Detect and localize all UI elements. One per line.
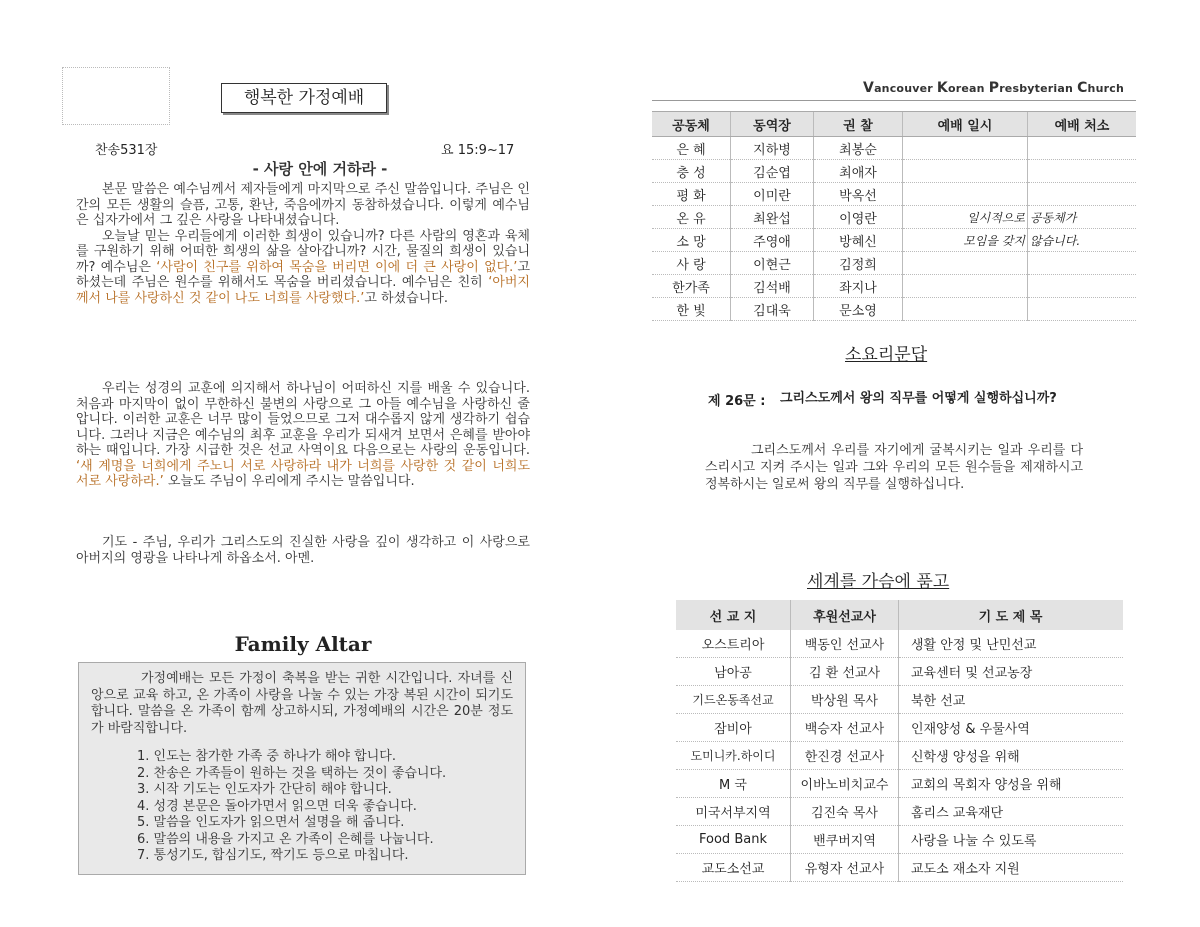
- table-row: 은 혜 지하병 최봉순: [652, 137, 1136, 160]
- family-altar-title: Family Altar: [234, 632, 372, 656]
- table-row: Food Bank 밴쿠버지역 사랑을 나눌 수 있도록: [676, 826, 1123, 854]
- column-header: 예배 처소: [1028, 112, 1137, 137]
- list-item: 4. 성경 본문은 돌아가면서 읽으면 더욱 좋습니다.: [137, 798, 417, 814]
- table-row: 남아공 김 환 선교사 교육센터 및 선교농장: [676, 658, 1123, 686]
- list-item: 1. 인도는 참가한 가족 중 하나가 해야 합니다.: [137, 749, 396, 764]
- column-header: 예배 일시: [903, 112, 1028, 137]
- page-title: 행복한 가정예배: [221, 83, 387, 113]
- list-item: 5. 말씀을 인도자가 읽으면서 설명을 해 줍니다.: [137, 815, 405, 830]
- table-row: 평 화 이미란 박옥선: [652, 183, 1136, 206]
- table-row: 잠비아 백승자 선교사 인재양성 & 우물사역: [676, 714, 1123, 742]
- table-header-row: [676, 600, 1123, 630]
- list-item: 7. 통성기도, 합심기도, 짝기도 등으로 마칩니다.: [137, 848, 409, 863]
- family-altar-intro: 가정예배는 모든 가정이 축복을 받는 귀한 시간입니다. 자녀를 신앙으로 교육 하고, 온 가족이 사랑을 나눌 수 있는 가장 복된 시간이 되기도 합니다. 말씀을 온 가족이 함께 상고하시되, 가정예배의 시간은 20분 정도가 바람직합니다.: [91, 671, 513, 736]
- table-row: 사 랑 이현근 김정희: [652, 252, 1136, 275]
- table-row: 교도소선교 유형자 선교사 교도소 재소자 지원: [676, 854, 1123, 882]
- table-row: 충 성 김순엽 최애자: [652, 160, 1136, 183]
- sermon-paragraph-1: [76, 182, 530, 306]
- column-header: 동역장: [731, 112, 814, 137]
- sermon-p1a: 본문 말씀은 예수님께서 제자들에게 마지막으로 주신 말씀입니다. 주님은 인간의 모든 생활의 슬픔, 고통, 환난, 죽음에까지 동참하셨습니다. 이렇게 예수님은 십자가에서 그 깊은 사랑을 나타내셨습니다.: [76, 182, 530, 228]
- table-row: 미국서부지역 김진숙 목사 홈리스 교육재단: [676, 798, 1123, 826]
- column-header: 기 도 제 목: [899, 600, 1124, 630]
- list-item: 6. 말씀의 내용을 가지고 온 가족이 은혜를 나눕니다.: [137, 831, 434, 847]
- prayer-paragraph: 기도 - 주님, 우리가 그리스도의 진실한 사랑을 깊이 생각하고 이 사랑으로 아버지의 영광을 나타나게 하옵소서. 아멘.: [76, 535, 530, 566]
- scripture-reference: 요 15:9~17: [441, 143, 515, 158]
- mission-table: [676, 600, 1123, 882]
- table-row: 기드온동족선교 박상원 목사 북한 선교: [676, 686, 1123, 714]
- church-name: Vancouver Korean Presbyterian Church: [863, 80, 1124, 96]
- table-row: M 국 이바노비치교수 교회의 목회자 양성을 위해: [676, 770, 1123, 798]
- table-row: 한 빛 김대욱 문소영: [652, 298, 1136, 321]
- table-row: 도미니카.하이디 한진경 선교사 신학생 양성을 위해: [676, 742, 1123, 770]
- answer-text: 그리스도께서 우리를 자기에게 굴복시키는 일과 우리를 다스리시고 지켜 주시는 일과 그와 우리의 모든 원수들을 제재하시고 정복하시는 일로써 왕의 직무를 실행하십니다.: [705, 443, 1083, 492]
- column-header: 권 찰: [814, 112, 903, 137]
- family-altar-box: [78, 662, 526, 875]
- image-placeholder: [62, 67, 170, 125]
- sermon-p1b: 오늘날 믿는 우리들에게 이러한 희생이 있습니까? 다른 사람의 영혼과 육체를 구원하기 위해 어떠한 희생의 삶을 살아갑니까? 시간, 물질의 희생이 있습니까? 예수님은: [76, 228, 530, 275]
- column-header: 공동체: [652, 112, 731, 137]
- quote-1: ‘사람이 친구를 위하여 목숨을 버리면 이에 더 큰 사랑이 없다.’: [156, 259, 518, 275]
- quote-3: ‘새 계명을 너희에게 주노니 서로 사랑하라 내가 너희를 사랑한 것 같이 너희도 서로 사랑하라.’: [76, 458, 530, 489]
- catechism-title: 소요리문답: [845, 345, 928, 365]
- family-altar-list: [91, 749, 513, 865]
- quote-2: ‘아버지께서 나를 사랑하신 것 같이 나도 너희를 사랑했다.’: [76, 275, 530, 306]
- sermon-p1d: 고 하셨습니다.: [364, 290, 448, 306]
- header-divider: [652, 100, 1136, 101]
- sermon-title: - 사랑 안에 거하라 -: [252, 160, 388, 178]
- mission-title: 세계를 가슴에 품고: [807, 572, 950, 592]
- worship-schedule-table: [652, 111, 1136, 321]
- table-header-row: [652, 112, 1136, 137]
- question-text: 그리스도께서 왕의 직무를 어떻게 실행하십니까?: [780, 391, 1057, 406]
- sermon-p2a: 우리는 성경의 교훈에 의지해서 하나님이 어떠하신 지를 배울 수 있습니다. 처음과 마지막이 없이 무한하신 불변의 사랑으로 그 아들 예수님을 사랑하신 줄 압니다. 이러한 교훈은 너무 많이 들었으므로 그저 대수롭지 않게 생각하기 쉽습니다. 그러나 지금은 예수님의 최후 교훈을 우리가 되새겨 보면서 은혜를 받아야 하는 때입니다. 가장 시급한 것은 선교 사역이요 다음으로는 사랑의 운동입니다.: [76, 381, 530, 458]
- hymn-number: 찬송531장: [95, 143, 158, 158]
- column-header: 후원선교사: [791, 600, 899, 630]
- sermon-p2b: 오늘도 주님이 우리에게 주시는 말씀입니다.: [167, 474, 415, 489]
- sermon-paragraph-2: [76, 381, 530, 490]
- list-item: 3. 시작 기도는 인도자가 간단히 해야 합니다.: [137, 782, 392, 797]
- table-row: 소 망 주영애 방혜신 모임을 갖지 않습니다.: [652, 229, 1136, 252]
- question-label: 제 26문 :: [708, 394, 766, 409]
- table-row: 온 유 최완섭 이영란 일시적으로 공동체가: [652, 206, 1136, 229]
- table-row: 한가족 김석배 좌지나: [652, 275, 1136, 298]
- sermon-p1c: 고 하셨는데 주님은 원수를 위해서도 목숨을 버리셨습니다. 예수님은 친히: [76, 259, 531, 290]
- list-item: 2. 찬송은 가족들이 원하는 것을 택하는 것이 좋습니다.: [137, 765, 447, 781]
- table-row: 오스트리아 백동인 선교사 생활 안정 및 난민선교: [676, 630, 1123, 658]
- column-header: 선 교 지: [676, 600, 791, 630]
